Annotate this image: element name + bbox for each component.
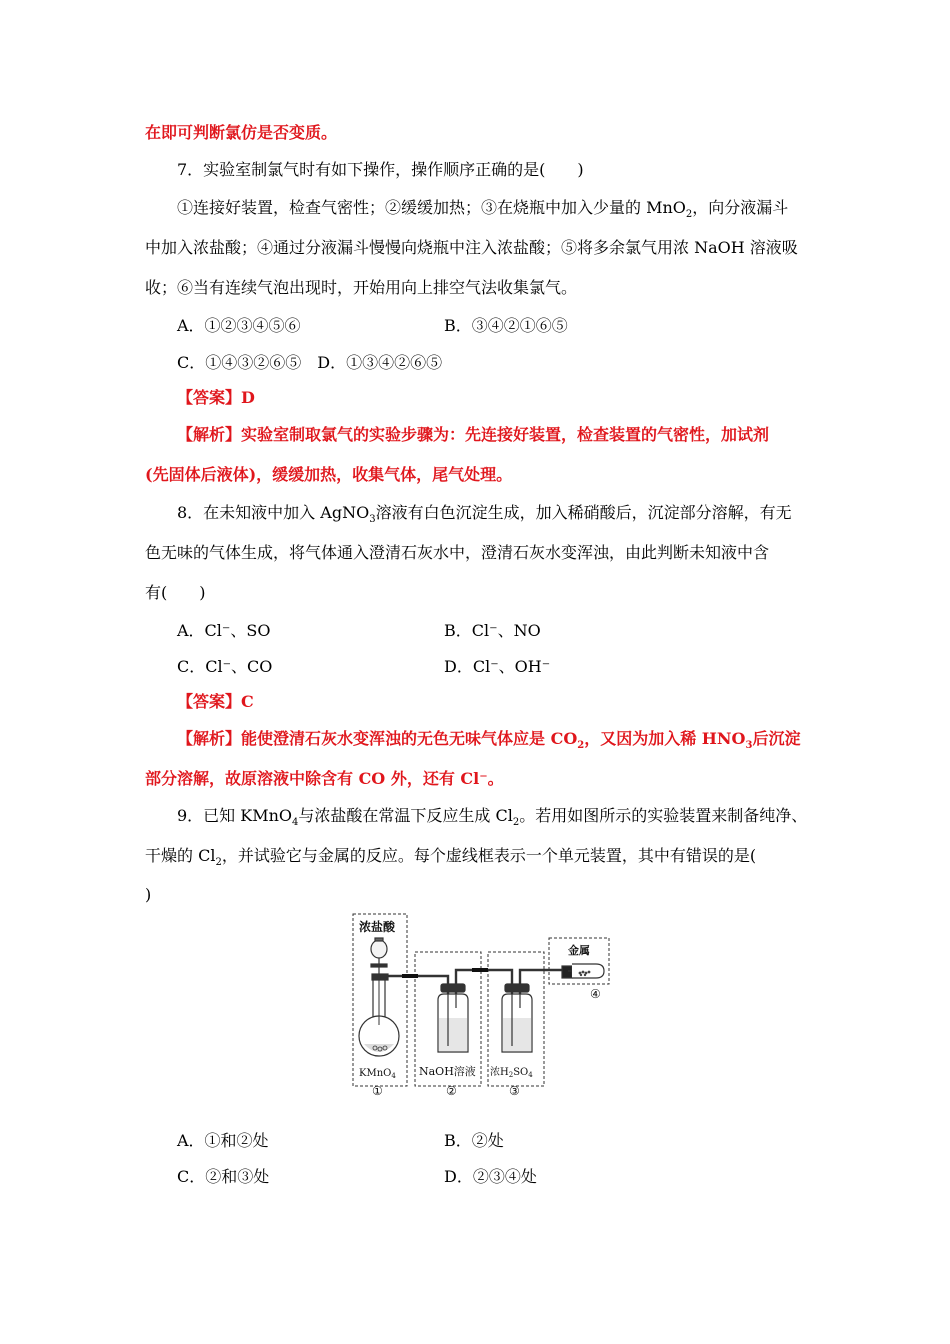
q9-stem-2 [145,845,756,867]
label-concentrated-hcl: 浓盐酸 [359,920,396,934]
explanation-tag: 【解析】 [177,729,242,748]
h2so4-wash-bottle-icon [502,984,532,1052]
apparatus-figure [342,910,612,1098]
q7-option-b: B．③④②①⑥⑤ [444,316,568,335]
q7-steps-line-2: 中加入浓盐酸；④通过分液漏斗慢慢向烧瓶中注入浓盐酸；⑤将多余氯气用浓 NaOH 溶液吸 [145,238,798,257]
q7-steps-text: ①连接好装置，检查气密性；②缓缓加热；③在烧瓶中加入少量的 MnO [177,198,686,217]
q8-text: 8．在未知液中加入 AgNO [177,503,370,522]
q9-text: 干燥的 Cl [145,846,216,865]
formula-text: KMnO [359,1068,392,1079]
answer-tag: 【答案】 [177,388,242,407]
q7-stem: 7．实验室制氯气时有如下操作，操作顺序正确的是( ) [177,160,584,179]
explanation-text-mid: ，又因为加入稀 HNO [584,729,746,748]
q7-explanation-1 [177,424,769,446]
formula-subscript: 4 [528,1071,533,1079]
q8-stem-2: 色无味的气体生成，将气体通入澄清石灰水中，澄清石灰水变浑浊，由此判断未知液中含 [145,543,770,562]
subscript: 4 [292,817,299,829]
label-h2so4 [490,1065,533,1079]
naoh-wash-bottle-icon [438,984,468,1052]
unit-number-1: ① [372,1084,383,1098]
unit-number-3: ③ [509,1084,520,1098]
subscript: 3 [745,740,753,752]
subscript: 2 [685,209,693,221]
q8-stem-1 [177,502,792,524]
q8-answer [177,691,254,713]
q9-option-b: B．②处 [444,1131,504,1150]
q8-option-c: C．Cl⁻、CO [177,657,273,676]
subscript: 2 [215,857,222,869]
q7-steps-line-3: 收；⑥当有连续气泡出现时，开始用向上排空气法收集氯气。 [145,278,578,297]
q7-explanation-2: (先固体后液体)，缓缓加热，收集气体，尾气处理。 [145,465,513,484]
q7-steps-line-1 [177,197,788,219]
q8-explanation-1 [177,728,800,750]
q7-option-c-d: C．①④③②⑥⑤ D．①③④②⑥⑤ [177,353,443,372]
label-metal: 金属 [568,944,590,957]
tube-joint [402,974,418,978]
q9-text: 9．已知 KMnO [177,806,293,825]
answer-value: C [241,692,254,711]
subscript: 2 [577,740,585,752]
unit-number-2: ② [446,1084,457,1098]
q9-stem-3: ) [145,885,152,904]
subscript: 3 [369,514,376,526]
q9-text-tail: ，并试验它与金属的反应。每个虚线框表示一个单元装置，其中有错误的是( [221,846,757,865]
round-flask-icon [359,974,399,1056]
label-kmno4 [359,1068,396,1080]
q9-option-a: A．①和②处 [177,1131,269,1150]
q8-explanation-2: 部分溶解，故原溶液中除含有 CO 外，还有 Cl⁻。 [145,769,504,788]
q7-steps-text-tail: ，向分液漏斗 [692,198,789,217]
q8-option-b: B．Cl⁻、NO [444,621,541,640]
q9-text-tail: 。若用如图所示的实验装置来制备纯净、 [519,806,808,825]
subscript: 2 [512,817,520,829]
answer-value: D [241,388,255,407]
answer-tag: 【答案】 [177,692,242,711]
explanation-tag: 【解析】 [177,425,242,444]
explanation-text: 能使澄清石灰水变浑浊的无色无味气体应是 CO [241,729,578,748]
q7-option-a: A．①②③④⑤⑥ [177,316,301,335]
formula-subscript: 4 [391,1072,396,1080]
q9-option-d: D．②③④处 [444,1167,537,1186]
tube-joint [472,968,488,972]
separatory-funnel-icon [371,938,387,978]
label-naoh-solution: NaOH溶液 [419,1065,476,1078]
q9-text-mid: 与浓盐酸在常温下反应生成 Cl [298,806,513,825]
explanation-text: 实验室制取氯气的实验步骤为：先连接好装置，检查装置的气密性，加试剂 [241,425,770,444]
q8-text-tail: 溶液有白色沉淀生成，加入稀硝酸后，沉淀部分溶解，有无 [375,503,792,522]
q7-answer [177,387,255,409]
continued-explanation-line: 在即可判断氯仿是否变质。 [145,123,338,142]
q8-option-a: A．Cl⁻、SO [177,621,271,640]
formula-text: SO [513,1067,529,1078]
unit-number-4: ④ [590,987,601,1001]
formula-subscript: 2 [508,1071,514,1079]
explanation-text-tail: 后沉淀 [752,729,801,748]
formula-text: 浓H [490,1067,509,1078]
q8-stem-3: 有( ) [145,583,206,602]
q9-option-c: C．②和③处 [177,1167,270,1186]
q9-stem-1 [177,805,807,827]
q8-option-d: D．Cl⁻、OH⁻ [444,657,551,676]
